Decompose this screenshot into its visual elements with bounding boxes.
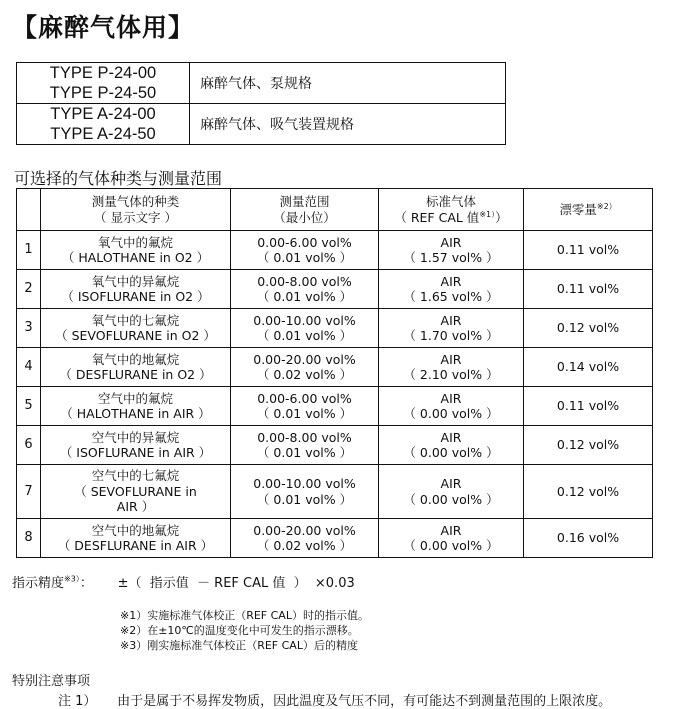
header-gas-type: 测量气体的种类 （ 显示文字 ） [41,189,231,231]
ref-gas-cell: AIR （ 0.00 vol% ） [379,465,524,519]
range-cell: 0.00-20.00 vol% （ 0.02 vol% ） [231,348,379,387]
row-number: 1 [17,231,41,270]
row-number: 3 [17,309,41,348]
range-cell: 0.00-6.00 vol% （ 0.01 vol% ） [231,387,379,426]
range-cell: 0.00-10.00 vol% （ 0.01 vol% ） [231,465,379,519]
table-header-row [17,189,653,231]
drift-cell: 0.12 vol% [524,426,653,465]
range-cell: 0.00-6.00 vol% （ 0.01 vol% ） [231,231,379,270]
header-no [17,189,41,231]
type-code: TYPE P-24-00 [49,64,157,82]
ref-gas-cell: AIR （ 0.00 vol% ） [379,387,524,426]
footnote: ※3）刚实施标准气体校正（REF CAL）后的精度 [120,639,358,652]
row-number: 4 [17,348,41,387]
page-title: 【麻醉气体用】 [12,13,195,42]
row-number: 7 [17,465,41,519]
type-row [17,63,506,104]
gas-type-cell: 氧气中的氟烷 （ HALOTHANE in O2 ） [41,231,231,270]
gas-type-cell: 空气中的异氟烷 （ ISOFLURANE in AIR ） [41,426,231,465]
drift-cell: 0.11 vol% [524,387,653,426]
header-ref-gas: 标准气体 （ REF CAL 值$^{※1)}$） [379,189,524,231]
range-cell: 0.00-8.00 vol% （ 0.01 vol% ） [231,270,379,309]
type-codes [17,63,190,104]
accuracy-line: 指示精度$^{※3)}$： ±（ 指示值 － REF CAL 值 ） ×0.03 [12,574,355,591]
table-row [17,387,653,426]
type-row [17,104,506,145]
footnote: ※1）实施标准气体校正（REF CAL）时的指示值。 [120,609,369,622]
gas-type-cell: 空气中的氟烷 （ HALOTHANE in AIR ） [41,387,231,426]
ref-gas-cell: AIR （ 1.65 vol% ） [379,270,524,309]
range-cell: 0.00-10.00 vol% （ 0.01 vol% ） [231,309,379,348]
drift-cell: 0.12 vol% [524,309,653,348]
table-row [17,519,653,558]
drift-cell: 0.11 vol% [524,270,653,309]
ref-gas-cell: AIR （ 0.00 vol% ） [379,519,524,558]
ref-gas-cell: AIR （ 1.57 vol% ） [379,231,524,270]
footnotes [120,608,369,653]
type-code: TYPE A-24-00 [50,105,156,123]
type-table [16,62,506,145]
gas-type-cell: 氧气中的七氟烷 （ SEVOFLURANE in O2 ） [41,309,231,348]
drift-cell: 0.11 vol% [524,231,653,270]
accuracy-value: ： ±（ 指示值 － REF CAL 值 ） ×0.03 [79,576,355,591]
table-row [17,309,653,348]
drift-cell: 0.12 vol% [524,465,653,519]
table-row [17,231,653,270]
drift-cell: 0.16 vol% [524,519,653,558]
header-drift: 漂零量$^{※2)}$ [524,189,653,231]
special-note: 注 1） 由于是属于不易挥发物质，因此温度及气压不同，有可能达不到测量范围的上限浓度。 [58,694,612,709]
accuracy-label: 指示精度 [12,576,65,591]
section-subtitle: 可选择的气体种类与测量范围 [14,169,223,188]
gas-type-cell: 氧气中的异氟烷 （ ISOFLURANE in O2 ） [41,270,231,309]
row-number: 6 [17,426,41,465]
row-number: 2 [17,270,41,309]
row-number: 8 [17,519,41,558]
gas-type-cell: 氧气中的地氟烷 （ DESFLURANE in O2 ） [41,348,231,387]
table-row [17,465,653,519]
footnote: ※2）在±10℃的温度变化中可发生的指示漂移。 [120,624,359,637]
special-notes-heading: 特别注意事项 [12,674,91,689]
drift-cell: 0.14 vol% [524,348,653,387]
range-cell: 0.00-8.00 vol% （ 0.01 vol% ） [231,426,379,465]
row-number: 5 [17,387,41,426]
header-range: 测量范围 （最小位） [231,189,379,231]
gas-type-cell: 空气中的七氟烷 （ SEVOFLURANE in AIR ） [41,465,231,519]
gas-type-cell: 空气中的地氟烷 （ DESFLURANE in AIR ） [41,519,231,558]
table-row [17,270,653,309]
ref-gas-cell: AIR （ 2.10 vol% ） [379,348,524,387]
type-description: 麻醉气体、泵规格 [190,63,506,104]
ref-gas-cell: AIR （ 0.00 vol% ） [379,426,524,465]
type-codes [17,104,190,145]
ref-gas-cell: AIR （ 1.70 vol% ） [379,309,524,348]
type-description: 麻醉气体、吸气装置规格 [190,104,506,145]
type-code: TYPE P-24-50 [49,84,157,102]
range-cell: 0.00-20.00 vol% （ 0.02 vol% ） [231,519,379,558]
gas-table [16,188,653,558]
table-row [17,426,653,465]
table-row [17,348,653,387]
type-code: TYPE A-24-50 [50,125,156,143]
